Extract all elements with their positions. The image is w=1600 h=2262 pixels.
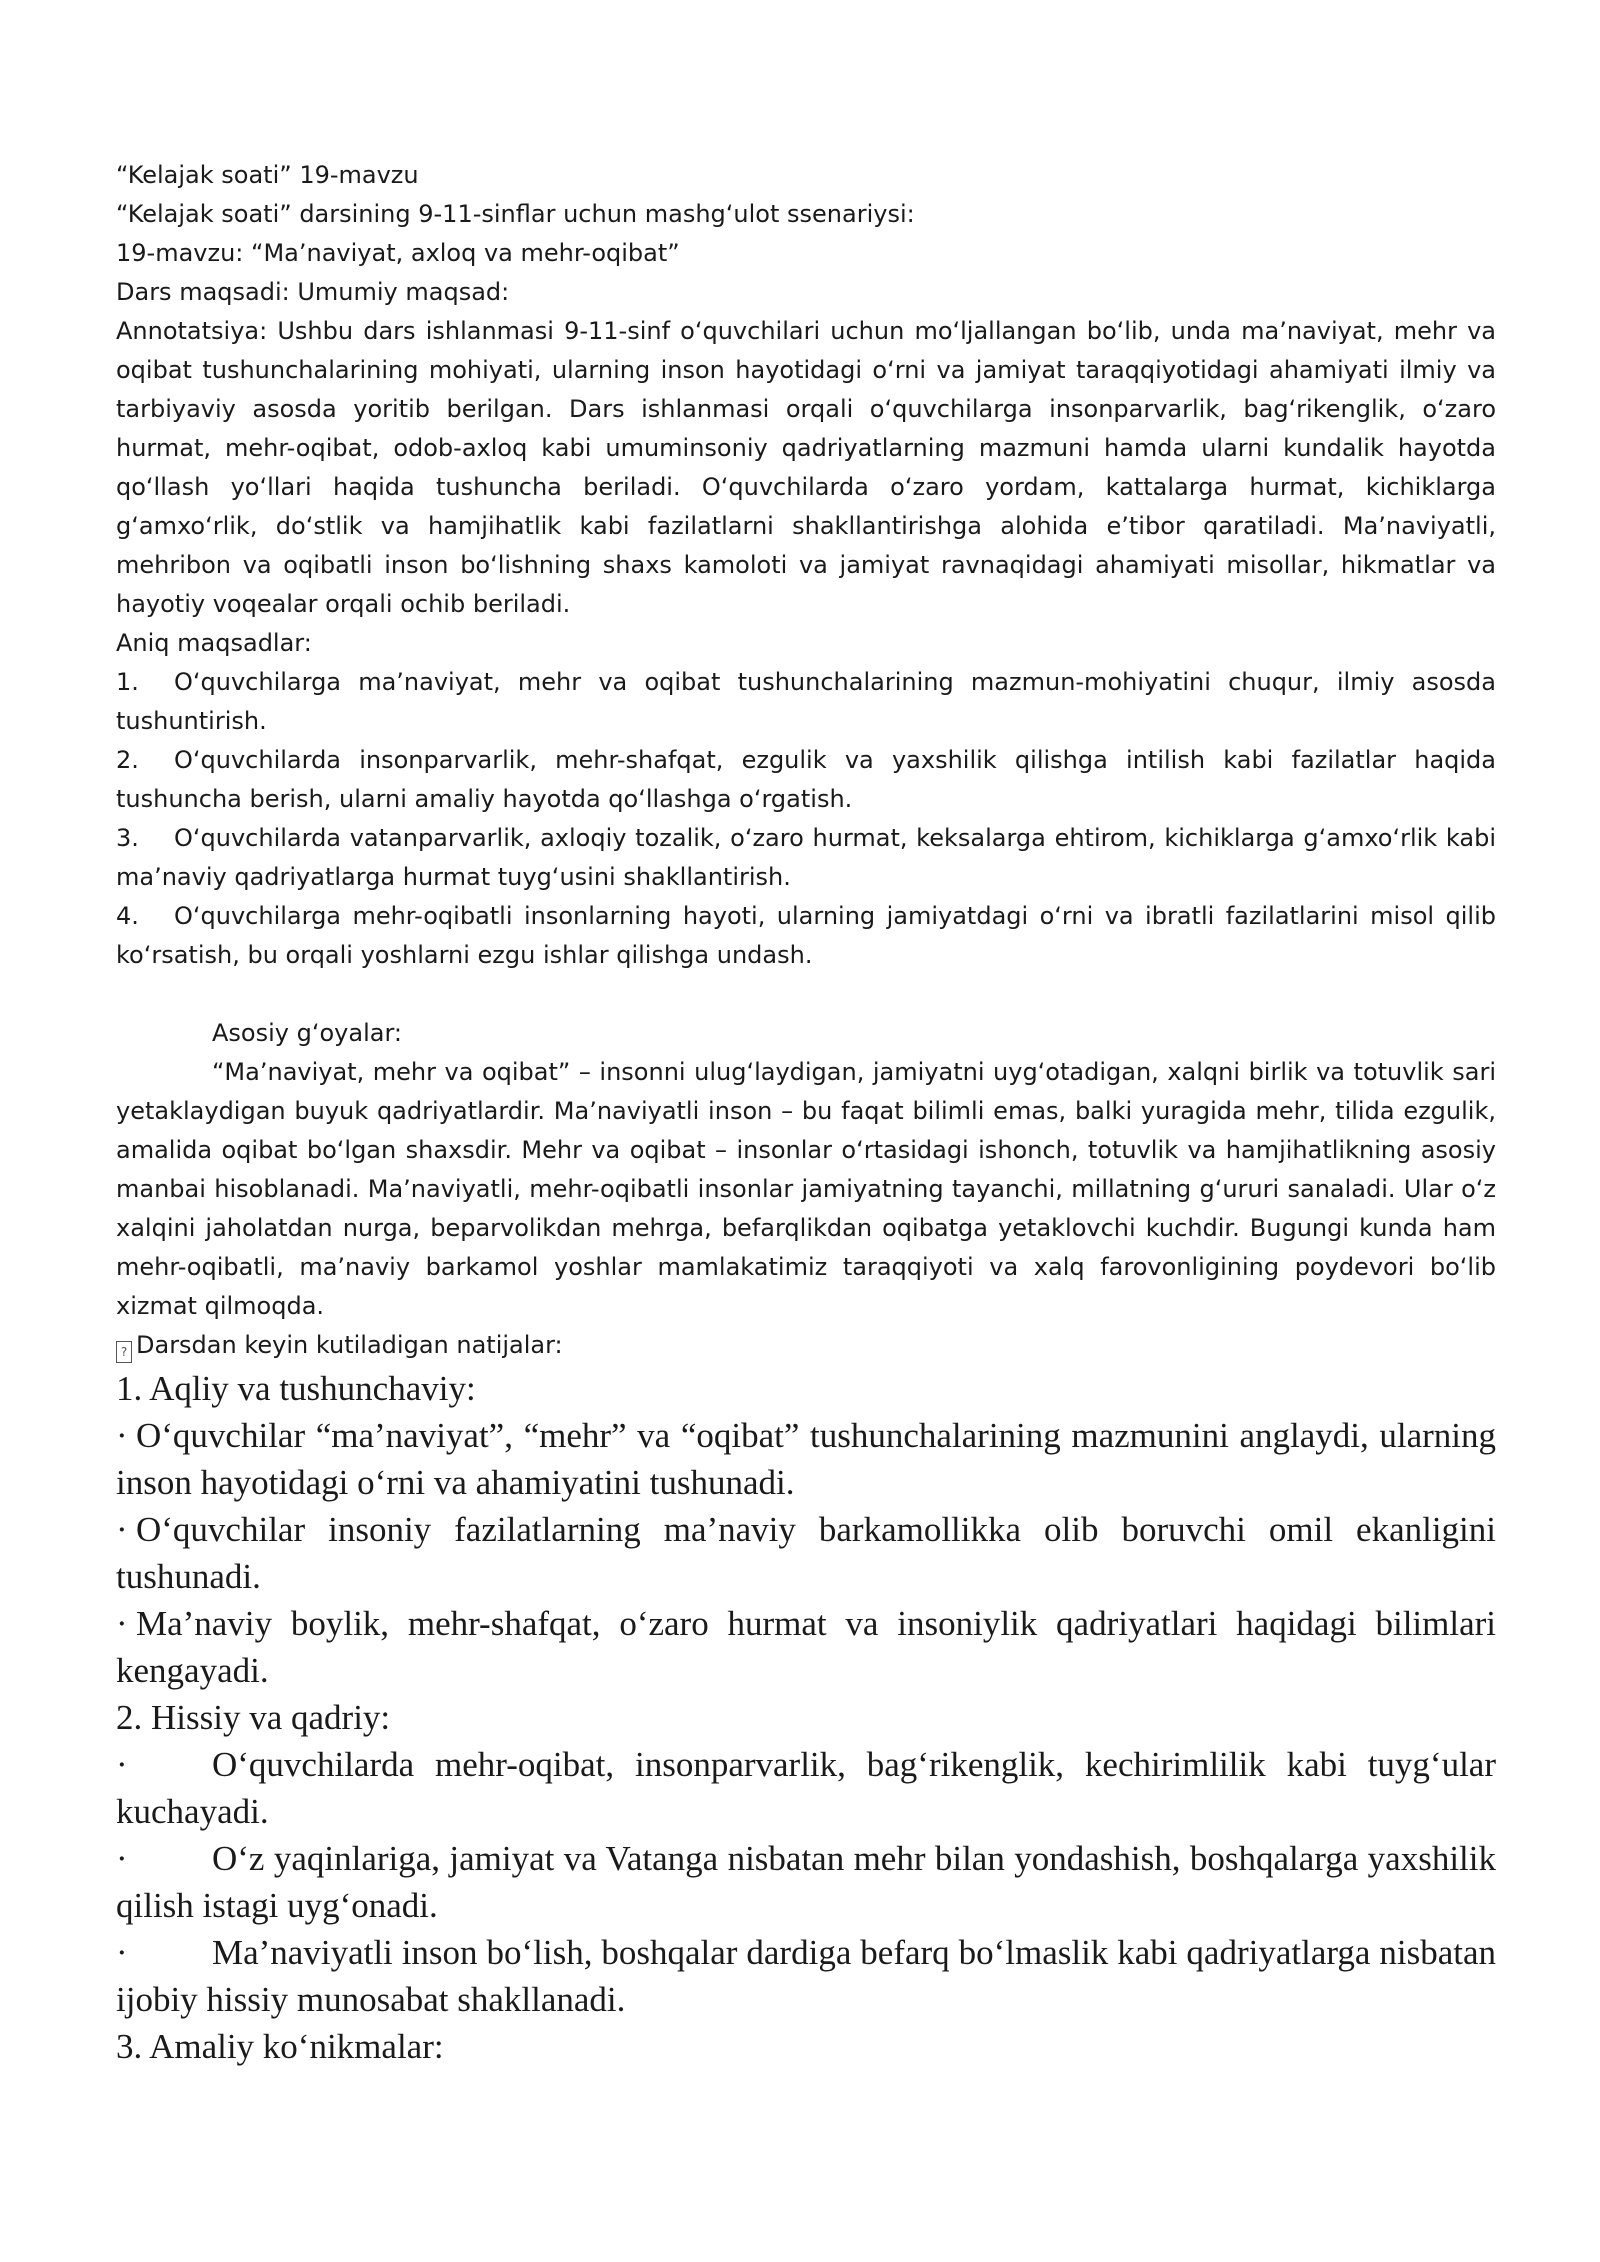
spacer xyxy=(116,975,1496,1014)
missing-glyph-icon: ? xyxy=(116,1341,132,1363)
header-line-1: “Kelajak soati” 19-mavzu xyxy=(116,161,419,189)
result-bullet xyxy=(116,1600,1496,1694)
results-section xyxy=(116,1365,1496,2070)
result-bullet xyxy=(116,1741,1496,1835)
result-bullet-text: O‘z yaqinlariga, jamiyat va Vatanga nisbatan mehr bilan yondashish, boshqalarga yaxshilik qilish istagi uyg‘onadi. xyxy=(116,1839,1496,1925)
result-bullet-text: O‘quvchilar “ma’naviyat”, “mehr” va “oqibat” tushunchalarining mazmunini anglaydi, ularning inson hayotidagi o‘rni va ahamiyatini tushunadi. xyxy=(116,1416,1496,1502)
results-heading: Darsdan keyin kutiladigan natijalar: xyxy=(136,1331,563,1359)
result-bullet-text: Ma’naviyatli inson bo‘lish, boshqalar dardiga befarq bo‘lmaslik kabi qadriyatlarga nisbatan ijobiy hissiy munosabat shakllanadi. xyxy=(116,1933,1496,2019)
result-bullet-text: Ma’naviy boylik, mehr-shafqat, o‘zaro hurmat va insoniylik qadriyatlari haqidagi bilimlari kengayadi. xyxy=(116,1604,1496,1690)
result-bullet xyxy=(116,1929,1496,2023)
main-ideas-heading: Asosiy g‘oyalar: xyxy=(212,1019,402,1047)
bullet-dot: · xyxy=(116,1933,128,1972)
annotation-paragraph: Annotatsiya: Ushbu dars ishlanmasi 9-11-sinf o‘quvchilari uchun mo‘ljallangan bo‘lib, unda ma’naviyat, mehr va oqibat tushunchalarining mohiyati, ularning inson hayotidagi o‘rni va jamiyat taraqqiyotidagi ahamiyati ilmiy va tarbiyaviy asosda yoritib berilgan. Dars ishlanmasi orqali o‘quvchilarga insonparvarlik, bag‘rikenglik, o‘zaro hurmat, mehr-oqibat, odob-axloq kabi umuminsoniy qadriyatlarning mazmuni hamda ularni kundalik hayotda qo‘llash yo‘llari haqida tushuncha beriladi. O‘quvchilarda o‘zaro yordam, kattalarga hurmat, kichiklarga g‘amxo‘rlik, do‘stlik va hamjihatlik kabi fazilatlarni shakllantirishga alohida e’tibor qaratiladi. Ma’naviyatli, mehribon va oqibatli inson bo‘lishning shaxs kamoloti va jamiyat ravnaqidagi ahamiyati misollar, hikmatlar va hayotiy voqealar orqali ochib beriladi. xyxy=(116,317,1496,618)
document-page xyxy=(116,156,1496,2070)
header-line-3: 19-mavzu: “Ma’naviyat, axloq va mehr-oqibat” xyxy=(116,239,680,267)
result-bullet xyxy=(116,1412,1496,1506)
objective-item xyxy=(116,741,1496,819)
objectives-heading: Aniq maqsadlar: xyxy=(116,629,312,657)
objective-number: 2. xyxy=(116,746,139,774)
bullet-dot: · xyxy=(116,1510,128,1549)
bullet-dot: · xyxy=(116,1839,128,1878)
objective-number: 3. xyxy=(116,824,139,852)
objective-item xyxy=(116,663,1496,741)
result-bullet-text: O‘quvchilarda mehr-oqibat, insonparvarlik, bag‘rikenglik, kechirimlilik kabi tuyg‘ular kuchayadi. xyxy=(116,1745,1496,1831)
objective-number: 1. xyxy=(116,668,139,696)
header-line-4: Dars maqsadi: Umumiy maqsad: xyxy=(116,278,510,306)
results-section-title: 3. Amaliy ko‘nikmalar: xyxy=(116,2027,444,2066)
objective-item xyxy=(116,897,1496,975)
results-heading-line xyxy=(116,1326,1496,1365)
header-line-2: “Kelajak soati” darsining 9-11-sinflar uchun mashg‘ulot ssenariysi: xyxy=(116,200,915,228)
result-bullet xyxy=(116,1506,1496,1600)
objective-number: 4. xyxy=(116,902,139,930)
objective-text: O‘quvchilarda vatanparvarlik, axloqiy tozalik, o‘zaro hurmat, keksalarga ehtirom, kichiklarga g‘amxo‘rlik kabi ma’naviy qadriyatlarga hurmat tuyg‘usini shakllantirish. xyxy=(116,824,1496,891)
bullet-dot: · xyxy=(116,1604,128,1643)
result-bullet-text: O‘quvchilar insoniy fazilatlarning ma’naviy barkamollikka olib boruvchi omil ekanligini tushunadi. xyxy=(116,1510,1496,1596)
objective-item xyxy=(116,819,1496,897)
objective-text: O‘quvchilarga ma’naviyat, mehr va oqibat tushunchalarining mazmun-mohiyatini chuqur, ilmiy asosda tushuntirish. xyxy=(116,668,1496,735)
bullet-dot: · xyxy=(116,1416,128,1455)
objective-text: O‘quvchilarga mehr-oqibatli insonlarning hayoti, ularning jamiyatdagi o‘rni va ibratli fazilatlarini misol qilib ko‘rsatish, bu orqali yoshlarni ezgu ishlar qilishga undash. xyxy=(116,902,1496,969)
bullet-dot: · xyxy=(116,1745,128,1784)
results-section-title: 2. Hissiy va qadriy: xyxy=(116,1698,391,1737)
objective-text: O‘quvchilarda insonparvarlik, mehr-shafqat, ezgulik va yaxshilik qilishga intilish kabi fazilatlar haqida tushuncha berish, ularni amaliy hayotda qo‘llashga o‘rgatish. xyxy=(116,746,1496,813)
document-header xyxy=(116,156,1496,1365)
main-ideas-paragraph: “Ma’naviyat, mehr va oqibat” – insonni ulug‘laydigan, jamiyatni uyg‘otadigan, xalqni birlik va totuvlik sari yetaklaydigan buyuk qadriyatlardir. Ma’naviyatli inson – bu faqat bilimli emas, balki yuragida mehr, tilida ezgulik, amalida oqibat bo‘lgan shaxsdir. Mehr va oqibat – insonlar o‘rtasidagi ishonch, totuvlik va hamjihatlikning asosiy manbai hisoblanadi. Ma’naviyatli, mehr-oqibatli insonlar jamiyatning tayanchi, millatning g‘ururi sanaladi. Ular o‘z xalqini jaholatdan nurga, beparvolikdan mehrga, befarqlikdan oqibatga yetaklovchi kuchdir. Bugungi kunda ham mehr-oqibatli, ma’naviy barkamol yoshlar mamlakatimiz taraqqiyoti va xalq farovonligining poydevori bo‘lib xizmat qilmoqda. xyxy=(116,1058,1496,1320)
results-section-title: 1. Aqliy va tushunchaviy: xyxy=(116,1369,476,1408)
result-bullet xyxy=(116,1835,1496,1929)
